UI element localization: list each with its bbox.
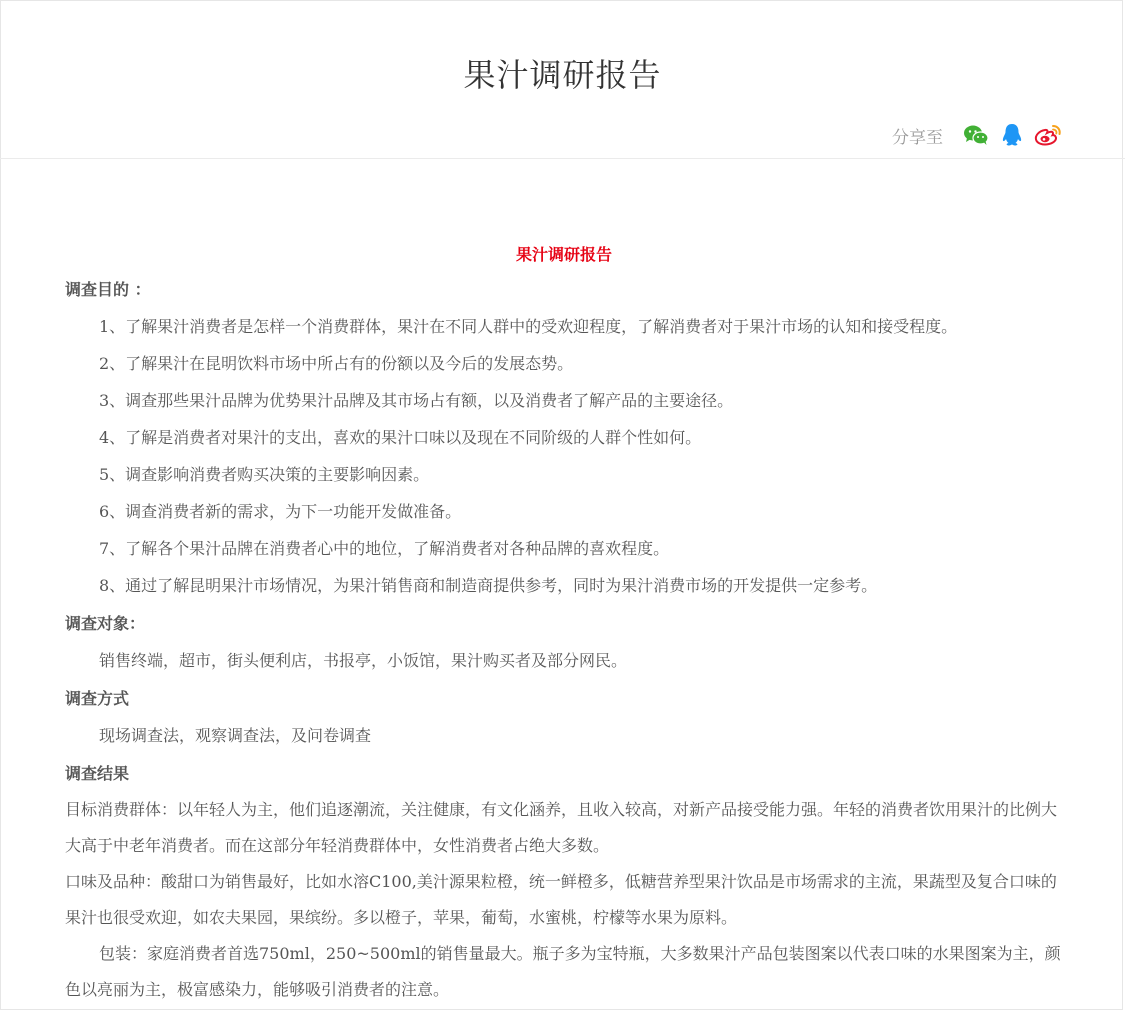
page-header xyxy=(0,0,1125,159)
list-item: 4、了解是消费者对果汁的支出，喜欢的果汁口味以及现在不同阶级的人群个性如何。 xyxy=(99,428,702,447)
list-item: 3、调查那些果汁品牌为优势果汁品牌及其市场占有额，以及消费者了解产品的主要途径。 xyxy=(99,391,734,410)
section-heading-methods: 调查方式 xyxy=(65,689,130,708)
list-item: 6、调查消费者新的需求，为下一功能开发做准备。 xyxy=(99,502,462,521)
results-paragraph-flavors: 口味及品种：酸甜口为销售最好，比如水溶C100,美汁源果粒橙，统一鲜橙多，低糖营养型果汁饮品是市场需求的主流，果蔬型及复合口味的果汁也很受欢迎，如农夫果园，果缤纷。多以橙子，苹果，葡萄，水蜜桃，柠檬等水果为原料。 xyxy=(65,872,1057,927)
results-paragraph-consumers: 目标消费群体：以年轻人为主，他们追逐潮流，关注健康，有文化涵养，且收入较高，对新产品接受能力强。年轻的消费者饮用果汁的比例大大高于中老年消费者。而在这部分年轻消费群体中，女性消费者占绝大多数。 xyxy=(65,800,1058,855)
list-item: 销售终端，超市，街头便利店，书报亭，小饭馆，果汁购买者及部分网民。 xyxy=(99,651,628,670)
article-body xyxy=(65,240,1063,1008)
share-bar xyxy=(892,120,1063,150)
qq-icon[interactable] xyxy=(997,120,1027,150)
section-heading-results: 调查结果 xyxy=(65,764,130,783)
list-item: 1、了解果汁消费者是怎样一个消费群体，果汁在不同人群中的受欢迎程度，了解消费者对于果汁市场的认知和接受程度。 xyxy=(99,317,958,336)
list-item: 5、调查影响消费者购买决策的主要影响因素。 xyxy=(99,465,430,484)
weibo-icon[interactable] xyxy=(1033,120,1063,150)
section-heading-subjects: 调查对象： xyxy=(65,614,146,633)
results-paragraph-packaging: 包装：家庭消费者首选750ml，250~500ml的销售量最大。瓶子多为宝特瓶，大多数果汁产品包装图案以代表口味的水果图案为主，颜色以亮丽为主，极富感染力，能够吸引消费者的注意。 xyxy=(65,944,1061,999)
page-title: 果汁调研报告 xyxy=(463,56,662,94)
share-label: 分享至 xyxy=(892,127,943,148)
list-item: 2、了解果汁在昆明饮料市场中所占有的份额以及今后的发展态势。 xyxy=(99,354,574,373)
section-heading-purpose: 调查目的 ： xyxy=(65,280,151,299)
list-item: 7、了解各个果汁品牌在消费者心中的地位，了解消费者对各种品牌的喜欢程度。 xyxy=(99,539,670,558)
article-title: 果汁调研报告 xyxy=(515,245,612,264)
list-item: 现场调查法，观察调查法，及问卷调查 xyxy=(99,726,372,745)
list-item: 8、通过了解昆明果汁市场情况，为果汁销售商和制造商提供参考，同时为果汁消费市场的开发提供一定参考。 xyxy=(99,576,878,595)
wechat-icon[interactable] xyxy=(961,120,991,150)
